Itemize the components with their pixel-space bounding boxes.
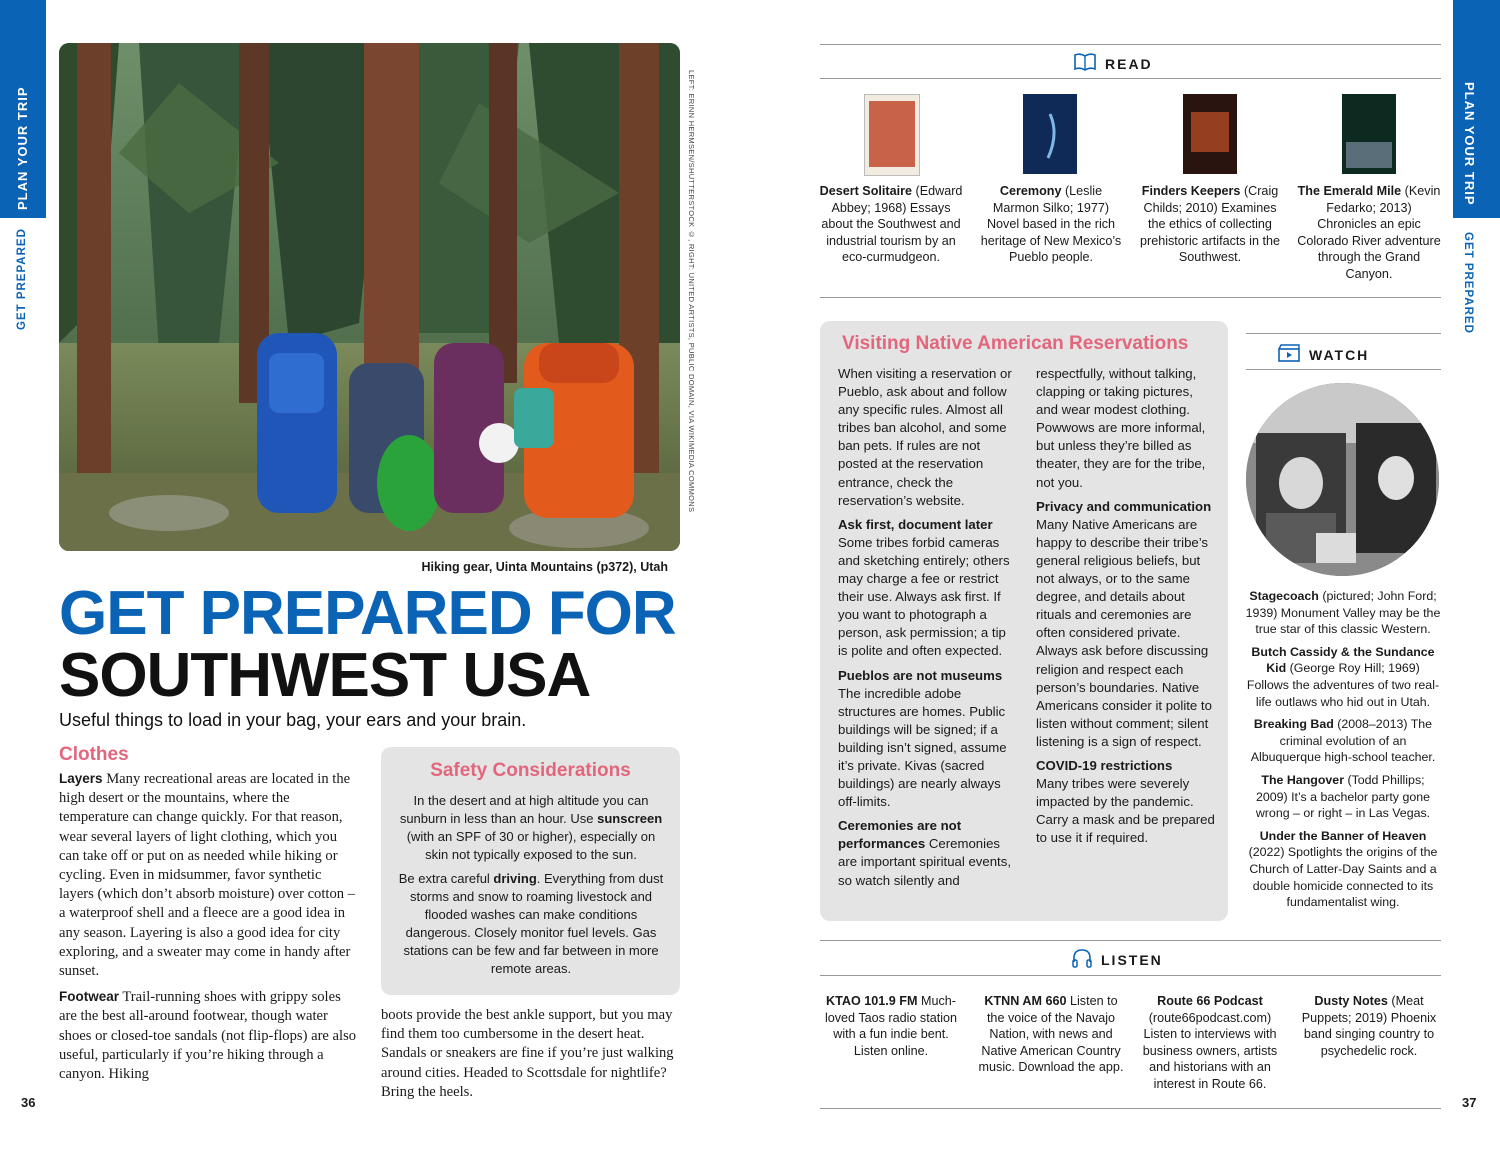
privacy-text: Many Native Americans are happy to describe their tribe’s general religious beliefs, but not always, or to the same degree, and details about rituals and ceremonies are often considered private. Always ask before discussing religion and respect each person’s boundaries. Native Americans consider it polite to listen without comment; silent listening is a sign of respect. bbox=[1036, 516, 1212, 749]
left-tab-prepared-label: GET PREPARED bbox=[16, 228, 28, 330]
film-stagecoach bbox=[1244, 588, 1442, 638]
reservations-col2-intro: respectfully, without talking, clapping or taking pictures, and wear modest clothing. Powwows are more informal, but unless they’re billed as theater, they are for the tribe, not you. bbox=[1036, 366, 1206, 490]
right-tab-plan-label: PLAN YOUR TRIP bbox=[1462, 82, 1477, 206]
clapperboard-icon bbox=[1277, 343, 1301, 366]
film-title: Butch Cassidy & the Sundance Kid bbox=[1251, 644, 1435, 676]
listen-mid-rule bbox=[820, 975, 1441, 976]
listen-description: (Meat Puppets; 2019) Phoenix band singing country to psychedelic rock. bbox=[1301, 994, 1437, 1058]
book-title: The Emerald Mile bbox=[1297, 184, 1402, 198]
covid-label: COVID-19 restrictions bbox=[1036, 757, 1173, 773]
listen-title: Route 66 Podcast bbox=[1157, 994, 1263, 1008]
listen-description: Much-loved Taos radio station with a fun indie bent. Listen online. bbox=[824, 994, 958, 1058]
book-title: Finders Keepers bbox=[1141, 184, 1241, 198]
covid-paragraph bbox=[1036, 757, 1216, 847]
driving-term: driving bbox=[493, 871, 537, 886]
privacy-label: Privacy and communication bbox=[1036, 498, 1212, 514]
book-title: Desert Solitaire bbox=[819, 184, 912, 198]
listen-title: KTAO 101.9 FM bbox=[826, 994, 918, 1008]
book-title: Ceremony bbox=[999, 184, 1062, 198]
film-under-the-banner bbox=[1244, 828, 1442, 911]
safety-p2-c: . Everything from dust storms and snow to roaming livestock and flooded washes can make conditions dangerous. Closely monitor fuel levels. Gas stations can be few and far between in more remote areas. bbox=[403, 871, 664, 976]
film-title: The Hangover bbox=[1261, 772, 1345, 787]
privacy-paragraph bbox=[1036, 498, 1216, 751]
reservations-col-1 bbox=[838, 365, 1018, 896]
listen-top-rule bbox=[820, 940, 1441, 941]
layers-label: Layers bbox=[59, 771, 103, 786]
pueblos-label: Pueblos are not museums bbox=[838, 667, 1003, 683]
layers-text: Many recreational areas are located in the high desert or the mountains, where the temperature can change quickly. For that reason, wear several layers of light clothing, which you can take off or put on as needed while hiking or cycling. Even in midsummer, favor synthetic layers (which don’t absorb moisture) over cotton – a waterproof shell and a fleece are a good idea in any season. Layering is also a good idea for city exploring, and a sweater may come in handy after sunset. bbox=[59, 771, 355, 980]
clothes-column bbox=[59, 769, 359, 1084]
pueblos-text: The incredible adobe structures are homes. Public buildings will be signed; if a building isn’t signed, assume it’s private. Kivas (sacred buildings) are nearly always off-limits. bbox=[838, 685, 1007, 810]
film-description: (pictured; John Ford; 1939) Monument Valley may be the true star of this classic Western. bbox=[1245, 589, 1441, 637]
photo-credit: LEFT: ERINN HERMSEN/SHUTTERSTOCK ©, RIGHT: UNITED ARTISTS, PUBLIC DOMAIN, VIA WIKIMEDIA COMMONS bbox=[687, 70, 696, 513]
safety-p2-a: Be extra careful bbox=[398, 871, 494, 886]
footwear-paragraph bbox=[59, 987, 359, 1084]
listen-ktnn bbox=[978, 993, 1124, 1076]
film-description: (2008–2013) The criminal evolution of an Albuquerque high-school teacher. bbox=[1250, 717, 1436, 765]
watch-mid-rule bbox=[1246, 369, 1441, 370]
safety-p1-a: In the desert and at high altitude you can sunburn in less than an hour. Use bbox=[399, 793, 649, 826]
book-description: (Kevin Fedarko; 2013) Chronicles an epic Colorado River adventure through the Grand Canyon. bbox=[1297, 184, 1441, 281]
page-title-line2: SOUTHWEST USA bbox=[59, 641, 591, 710]
safety-text bbox=[395, 792, 667, 978]
pueblos-paragraph bbox=[838, 667, 1018, 812]
film-title: Breaking Bad bbox=[1253, 717, 1334, 732]
reservations-intro: When visiting a reservation or Pueblo, ask about and follow any specific rules. Almost all tribes ban alcohol, and some ban pets. If rules are not posted at the reservation entrance, check the reservation’s website. bbox=[838, 366, 1012, 508]
book-description: (Edward Abbey; 1968) Essays about the Southwest and industrial tourism by an eco-curmudgeon. bbox=[821, 184, 963, 265]
clothes-heading: Clothes bbox=[59, 744, 129, 765]
covid-text: Many tribes were severely impacted by the pandemic. Carry a mask and be prepared to use it if required. bbox=[1036, 776, 1215, 846]
left-tab-plan-label: PLAN YOUR TRIP bbox=[15, 86, 30, 210]
headphones-icon bbox=[1071, 948, 1093, 971]
read-mid-rule bbox=[820, 78, 1441, 79]
right-tab-prepared-label: GET PREPARED bbox=[1462, 232, 1474, 334]
listen-route66 bbox=[1137, 993, 1283, 1093]
film-the-hangover bbox=[1244, 772, 1442, 822]
read-header bbox=[1073, 52, 1153, 75]
safety-sunscreen-paragraph bbox=[395, 792, 667, 864]
stagecoach-still-photo bbox=[1246, 383, 1439, 576]
safety-driving-paragraph bbox=[395, 870, 667, 978]
open-book-icon bbox=[1073, 52, 1097, 75]
listen-dusty-notes bbox=[1296, 993, 1442, 1059]
footwear-continued: boots provide the best ankle support, but you may find them too cumbersome in the desert heat. Sandals or sneakers are fine if you’re just walking around cities. Headed to Scottsdale for nightlife? Bring the heels. bbox=[381, 1007, 674, 1100]
watch-top-rule bbox=[1246, 333, 1441, 334]
book-ceremony bbox=[978, 183, 1124, 266]
page-subtitle: Useful things to load in your bag, your ears and your brain. bbox=[59, 710, 527, 730]
reservations-col-2 bbox=[1036, 365, 1216, 853]
listen-description: (route66podcast.com) Listen to interviews with business owners, artists and historians with an interest in Route 66. bbox=[1142, 1010, 1278, 1091]
ask-first-text: Some tribes forbid cameras and sketching entirely; others may charge a fee or restrict their use. Always ask first. If you want to photograph a person, ask permission; a tip is polite and often expected. bbox=[838, 534, 1010, 659]
safety-p1-c: (with an SPF of 30 or higher), especially on skin not typically exposed to the sun. bbox=[406, 829, 656, 862]
ceremonies-paragraph bbox=[838, 817, 1018, 889]
page-number-right: 37 bbox=[1462, 1095, 1477, 1110]
book-desert-solitaire bbox=[818, 183, 964, 266]
book-emerald-mile bbox=[1296, 183, 1442, 283]
film-title: Stagecoach bbox=[1249, 589, 1319, 603]
book-cover-emerald-mile bbox=[1342, 94, 1396, 174]
sunscreen-term: sunscreen bbox=[597, 811, 663, 826]
book-cover-finders-keepers bbox=[1183, 94, 1237, 174]
read-top-rule bbox=[820, 44, 1441, 45]
book-description: (Craig Childs; 2010) Examines the ethics of collecting prehistoric artifacts in the Southwest. bbox=[1140, 184, 1280, 265]
book-cover-desert-solitaire bbox=[864, 94, 920, 176]
listen-title: KTNN AM 660 bbox=[984, 994, 1067, 1008]
listen-description: Listen to the voice of the Navajo Nation, with news and Native American Country music. Download the app. bbox=[978, 994, 1124, 1075]
safety-heading: Safety Considerations bbox=[430, 760, 631, 781]
page-number-left: 36 bbox=[21, 1095, 36, 1110]
listen-header bbox=[1071, 948, 1163, 971]
listen-bottom-rule bbox=[820, 1108, 1441, 1109]
book-cover-ceremony bbox=[1023, 94, 1077, 174]
reservations-heading: Visiting Native American Reservations bbox=[842, 333, 1189, 354]
film-description: (Todd Phillips; 2009) It’s a bachelor party gone wrong – or right – in Las Vegas. bbox=[1255, 772, 1431, 821]
photo-caption: Hiking gear, Uinta Mountains (p372), Utah bbox=[421, 560, 668, 574]
layers-paragraph bbox=[59, 769, 359, 981]
read-bottom-rule bbox=[820, 297, 1441, 298]
listen-ktao bbox=[818, 993, 964, 1059]
hiking-gear-photo bbox=[59, 43, 680, 551]
film-breaking-bad bbox=[1244, 716, 1442, 766]
footwear-text: Trail-running shoes with grippy soles are the best all-around footwear, though water shoes or closed-toe sandals (not flip-flops) are also useful, particularly if you’re hiking through a canyon. Hiking bbox=[59, 989, 357, 1083]
listen-title: Dusty Notes bbox=[1314, 994, 1388, 1008]
listen-heading: LISTEN bbox=[1101, 951, 1163, 968]
ask-first-label: Ask first, document later bbox=[838, 516, 993, 532]
read-heading: READ bbox=[1105, 55, 1153, 72]
film-description: (George Roy Hill; 1969) Follows the adventures of two real-life outlaws who hid out in Utah. bbox=[1246, 661, 1440, 709]
book-finders-keepers bbox=[1137, 183, 1283, 266]
film-description: (2022) Spotlights the origins of the Church of Latter-Day Saints and a double homicide connected to its fundamentalist wing. bbox=[1248, 845, 1438, 910]
ceremonies-label: Ceremonies are not performances bbox=[838, 818, 962, 852]
film-title: Under the Banner of Heaven bbox=[1259, 828, 1427, 843]
page-title-line1: GET PREPARED FOR bbox=[59, 579, 676, 648]
film-butch-cassidy bbox=[1244, 644, 1442, 710]
book-description: (Leslie Marmon Silko; 1977) Novel based in the rich heritage of New Mexico’s Pueblo people. bbox=[980, 184, 1122, 265]
forest-backpacks-illustration bbox=[59, 43, 680, 551]
ceremonies-text: Ceremonies are important spiritual events, so watch silently and bbox=[838, 836, 1011, 888]
watch-list bbox=[1244, 588, 1442, 917]
watch-heading: WATCH bbox=[1309, 346, 1370, 363]
watch-header bbox=[1277, 343, 1369, 366]
ask-first-paragraph bbox=[838, 516, 1018, 661]
footwear-label: Footwear bbox=[59, 989, 120, 1005]
